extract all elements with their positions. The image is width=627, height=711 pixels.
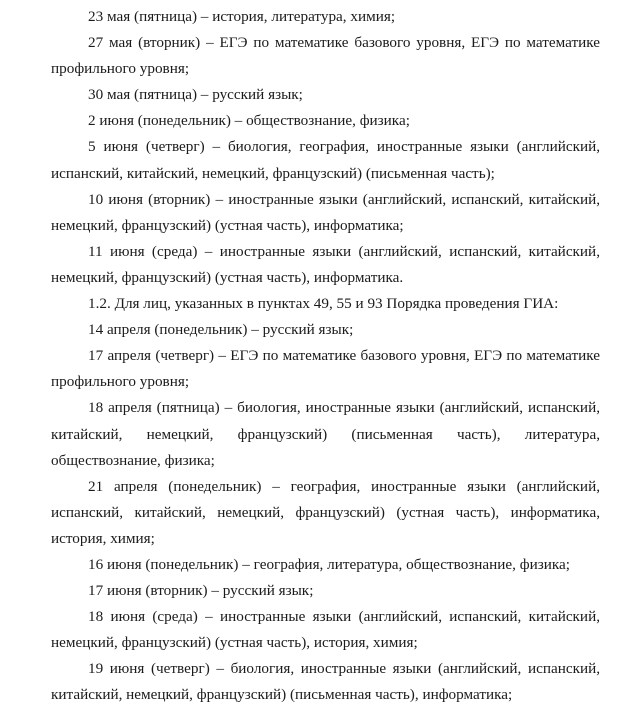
document-page [51,4,600,709]
schedule-line: 11 июня (среда) – иностранные языки (английский, испанский, китайский, немецкий, французский) (устная часть), информатика. [51,242,600,286]
schedule-line: 16 июня (понедельник) – география, литература, обществознание, физика; [88,555,570,573]
schedule-line: 27 мая (вторник) – ЕГЭ по математике базового уровня, ЕГЭ по математике профильного уровня; [51,34,600,78]
schedule-line: 10 июня (вторник) – иностранные языки (английский, испанский, китайский, немецкий, французский) (устная часть), информатика; [51,190,600,234]
schedule-line: 23 мая (пятница) – история, литература, химия; [88,8,396,25]
schedule-line: 18 июня (среда) – иностранные языки (английский, испанский, китайский, немецкий, французский) (устная часть), история, химия; [51,608,600,652]
schedule-line: 30 мая (пятница) – русский язык; [88,86,303,104]
section-heading: 1.2. Для лиц, указанных в пунктах 49, 55 и 93 Порядка проведения ГИА: [88,295,559,313]
schedule-line: 21 апреля (понедельник) – география, иностранные языки (английский, испанский, китайский, немецкий, французский) (устная часть), информатика, история, химия; [51,477,600,547]
schedule-line: 2 июня (понедельник) – обществознание, физика; [88,112,410,130]
schedule-line: 14 апреля (понедельник) – русский язык; [88,321,354,339]
schedule-line: 19 июня (четверг) – биология, иностранные языки (английский, испанский, китайский, немецкий, французский) (письменная часть), информатика; [51,660,600,704]
schedule-line: 5 июня (четверг) – биология, география, иностранные языки (английский, испанский, китайский, немецкий, французский) (письменная часть); [51,138,600,182]
schedule-line: 17 июня (вторник) – русский язык; [88,582,314,600]
schedule-line: 17 апреля (четверг) – ЕГЭ по математике базового уровня, ЕГЭ по математике профильного уровня; [51,347,600,391]
schedule-line: 18 апреля (пятница) – биология, иностранные языки (английский, испанский, китайский, немецкий, французский) (письменная часть), литература, обществознание, физика; [51,399,600,469]
